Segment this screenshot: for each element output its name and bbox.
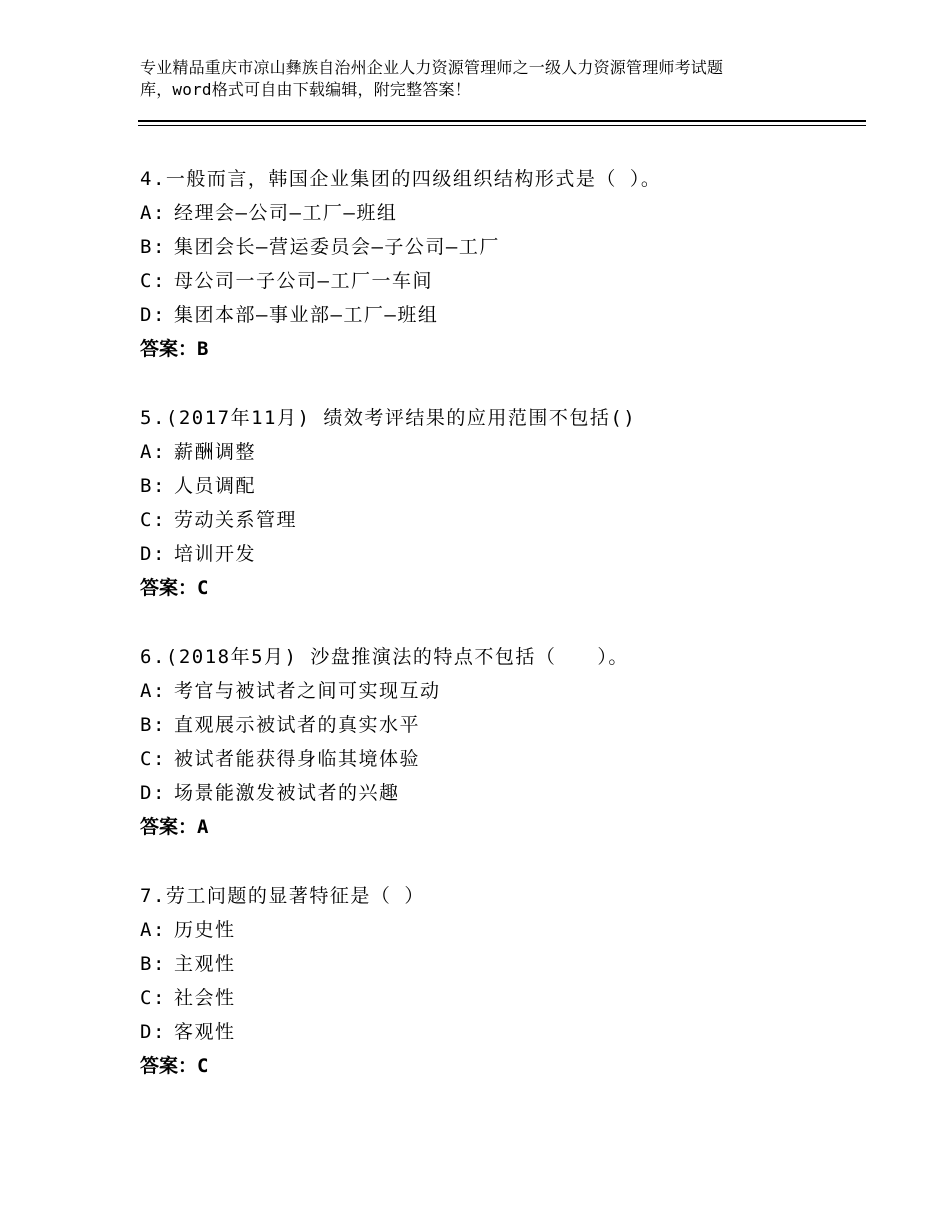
option-text: 劳动关系管理	[174, 509, 298, 531]
option-label: A:	[140, 441, 166, 463]
option-b	[140, 708, 860, 742]
option-label: A:	[140, 680, 166, 702]
option-text: 母公司一子公司—工厂一车间	[174, 270, 433, 292]
option-text: 人员调配	[174, 475, 257, 497]
option-label: C:	[140, 987, 166, 1009]
option-text: 社会性	[174, 987, 236, 1009]
question-text: 4.一般而言，韩国企业集团的四级组织结构形式是（ ）。	[140, 168, 662, 190]
option-label: D:	[140, 782, 166, 804]
option-label: A:	[140, 202, 166, 224]
option-text: 集团本部—事业部—工厂—班组	[174, 304, 439, 326]
option-label: B:	[140, 236, 166, 258]
option-d	[140, 1015, 860, 1049]
option-text: 场景能激发被试者的兴趣	[174, 782, 400, 804]
question-6	[140, 640, 860, 844]
option-text: 主观性	[174, 953, 236, 975]
option-label: B:	[140, 953, 166, 975]
option-b	[140, 469, 860, 503]
header-title-line-2: 库，word格式可自由下载编辑，附完整答案！	[140, 80, 471, 99]
option-d	[140, 776, 860, 810]
option-label: C:	[140, 509, 166, 531]
header-rule-thick	[138, 120, 866, 122]
option-text: 培训开发	[174, 543, 257, 565]
answer: 答案：A	[140, 816, 209, 838]
option-a	[140, 913, 860, 947]
option-b	[140, 230, 860, 264]
header-rule-thin	[138, 125, 866, 126]
answer: 答案：C	[140, 577, 209, 599]
option-label: B:	[140, 714, 166, 736]
option-b	[140, 947, 860, 981]
answer: 答案：B	[140, 338, 209, 360]
question-7	[140, 879, 860, 1083]
option-label: C:	[140, 748, 166, 770]
option-label: A:	[140, 919, 166, 941]
option-text: 集团会长—营运委员会—子公司—工厂	[174, 236, 500, 258]
option-label: B:	[140, 475, 166, 497]
option-text: 经理会—公司—工厂—班组	[174, 202, 398, 224]
question-5	[140, 401, 860, 605]
question-text: 5.(2017年11月) 绩效考评结果的应用范围不包括()	[140, 407, 637, 429]
option-c	[140, 264, 860, 298]
question-text: 7.劳工问题的显著特征是（ ）	[140, 885, 425, 907]
option-a	[140, 674, 860, 708]
option-label: C:	[140, 270, 166, 292]
question-4	[140, 162, 860, 366]
option-a	[140, 435, 860, 469]
answer: 答案：C	[140, 1055, 209, 1077]
option-text: 考官与被试者之间可实现互动	[174, 680, 441, 702]
option-text: 历史性	[174, 919, 236, 941]
option-d	[140, 537, 860, 571]
document-header	[140, 57, 840, 101]
option-label: D:	[140, 543, 166, 565]
option-a	[140, 196, 860, 230]
option-c	[140, 981, 860, 1015]
option-c	[140, 503, 860, 537]
option-d	[140, 298, 860, 332]
option-text: 客观性	[174, 1021, 236, 1043]
option-text: 直观展示被试者的真实水平	[174, 714, 421, 736]
option-c	[140, 742, 860, 776]
header-title-line-1: 专业精品重庆市凉山彝族自治州企业人力资源管理师之一级人力资源管理师考试题	[140, 58, 724, 77]
option-label: D:	[140, 1021, 166, 1043]
question-text: 6.(2018年5月) 沙盘推演法的特点不包括（ ）。	[140, 646, 629, 668]
option-label: D:	[140, 304, 166, 326]
option-text: 被试者能获得身临其境体验	[174, 748, 421, 770]
option-text: 薪酬调整	[174, 441, 257, 463]
